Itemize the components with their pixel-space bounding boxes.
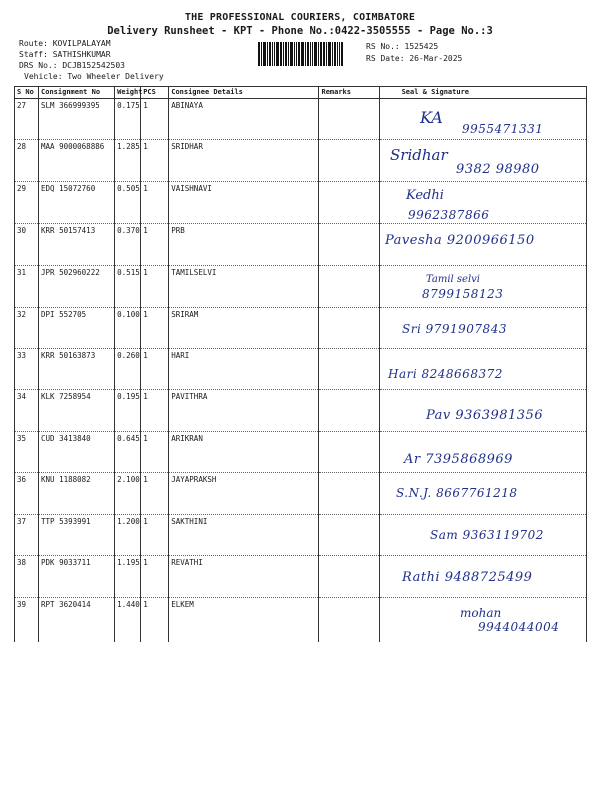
consignment-cell: KRR 50163873: [39, 349, 115, 390]
consignment-cell: TTP 5393991: [39, 515, 115, 556]
pcs-cell: 1: [141, 556, 169, 598]
consignment-cell: DPI 552705: [39, 308, 115, 349]
signature-28-phone: 9382 98980: [456, 162, 540, 177]
consignee-cell: PRB: [169, 224, 319, 266]
sno-cell: 39: [15, 598, 39, 642]
weight-cell: 0.370: [115, 224, 141, 266]
consignee-cell: PAVITHRA: [169, 390, 319, 432]
signature-27-phone: 9955471331: [462, 122, 544, 136]
weight-cell: 0.515: [115, 266, 141, 308]
consignee-cell: SRIDHAR: [169, 140, 319, 182]
consignee-cell: VAISHNAVI: [169, 182, 319, 224]
consignee-cell: HARI: [169, 349, 319, 390]
remarks-cell: [319, 432, 379, 473]
vehicle-label: Vehicle: Two Wheeler Delivery: [24, 72, 164, 81]
weight-cell: 2.100: [115, 473, 141, 515]
signature-36: S.N.J. 8667761218: [396, 486, 518, 500]
rs-number: RS No.: 1525425: [366, 42, 439, 51]
pcs-cell: 1: [141, 182, 169, 224]
weight-cell: 1.285: [115, 140, 141, 182]
sno-cell: 34: [15, 390, 39, 432]
col-seal-header: Seal & Signature: [379, 87, 586, 99]
sno-cell: 35: [15, 432, 39, 473]
drs-label: DRS No.: DCJB152542503: [19, 61, 125, 70]
barcode: [258, 42, 358, 66]
sno-cell: 32: [15, 308, 39, 349]
consignment-cell: PDK 9033711: [39, 556, 115, 598]
route-label: Route: KOVILPALAYAM: [19, 39, 111, 48]
remarks-cell: [319, 140, 379, 182]
remarks-cell: [319, 390, 379, 432]
signature-33: Hari 8248668372: [388, 367, 503, 381]
sno-cell: 36: [15, 473, 39, 515]
consignment-cell: SLM 366999395: [39, 99, 115, 140]
pcs-cell: 1: [141, 224, 169, 266]
col-consignee-header: Consignee Details: [169, 87, 319, 99]
signature-32: Sri 9791907843: [402, 322, 507, 336]
weight-cell: 1.195: [115, 556, 141, 598]
remarks-cell: [319, 99, 379, 140]
sno-cell: 38: [15, 556, 39, 598]
pcs-cell: 1: [141, 349, 169, 390]
pcs-cell: 1: [141, 432, 169, 473]
rs-date: RS Date: 26-Mar-2025: [366, 54, 463, 63]
col-remarks-header: Remarks: [319, 87, 379, 99]
remarks-cell: [319, 473, 379, 515]
remarks-cell: [319, 515, 379, 556]
weight-cell: 0.100: [115, 308, 141, 349]
pcs-cell: 1: [141, 598, 169, 642]
consignee-cell: SRIRAM: [169, 308, 319, 349]
weight-cell: 0.195: [115, 390, 141, 432]
company-title: THE PROFESSIONAL COURIERS, COIMBATORE: [184, 12, 416, 23]
remarks-cell: [319, 308, 379, 349]
pcs-cell: 1: [141, 515, 169, 556]
consignee-cell: ELKEM: [169, 598, 319, 642]
pcs-cell: 1: [141, 99, 169, 140]
consignee-cell: ABINAYA: [169, 99, 319, 140]
sno-cell: 29: [15, 182, 39, 224]
consignment-cell: MAA 9000068886: [39, 140, 115, 182]
consignee-cell: SAKTHINI: [169, 515, 319, 556]
table-header-row: [15, 87, 587, 99]
consignment-cell: RPT 3620414: [39, 598, 115, 642]
col-pcs-header: PCS: [141, 87, 169, 99]
pcs-cell: 1: [141, 390, 169, 432]
table-row: [15, 182, 587, 224]
weight-cell: 0.260: [115, 349, 141, 390]
remarks-cell: [319, 266, 379, 308]
consignment-cell: EDQ 15072760: [39, 182, 115, 224]
pcs-cell: 1: [141, 266, 169, 308]
col-consignment-header: Consignment No: [39, 87, 115, 99]
signature-30: Pavesha 9200966150: [385, 233, 535, 248]
signature-35: Ar 7395868969: [404, 452, 513, 467]
consignment-cell: KRR 50157413: [39, 224, 115, 266]
remarks-cell: [319, 224, 379, 266]
signature-37: Sam 9363119702: [430, 528, 544, 542]
consignee-cell: TAMILSELVI: [169, 266, 319, 308]
weight-cell: 1.200: [115, 515, 141, 556]
signature-28-name: Sridhar: [390, 146, 448, 164]
pcs-cell: 1: [141, 473, 169, 515]
sno-cell: 30: [15, 224, 39, 266]
staff-label: Staff: SATHISHKUMAR: [19, 50, 111, 59]
remarks-cell: [319, 556, 379, 598]
signature-29-phone: 9962387866: [408, 208, 490, 222]
weight-cell: 0.645: [115, 432, 141, 473]
signature-39-name: mohan: [460, 606, 502, 620]
sno-cell: 31: [15, 266, 39, 308]
consignment-cell: CUD 3413840: [39, 432, 115, 473]
signature-34: Pav 9363981356: [426, 408, 544, 423]
signature-31-name: Tamil selvi: [426, 274, 481, 285]
col-weight-header: Weight: [115, 87, 141, 99]
weight-cell: 0.505: [115, 182, 141, 224]
consignment-cell: KNU 1188082: [39, 473, 115, 515]
remarks-cell: [319, 349, 379, 390]
weight-cell: 1.440: [115, 598, 141, 642]
sno-cell: 28: [15, 140, 39, 182]
consignee-cell: ARIKRAN: [169, 432, 319, 473]
consignee-cell: REVATHI: [169, 556, 319, 598]
remarks-cell: [319, 182, 379, 224]
sno-cell: 33: [15, 349, 39, 390]
runsheet-title: Delivery Runsheet - KPT - Phone No.:0422-3505555 - Page No.:3: [107, 25, 493, 37]
consignment-cell: KLK 7258954: [39, 390, 115, 432]
signature-38: Rathi 9488725499: [402, 570, 533, 585]
signature-31-phone: 8799158123: [422, 287, 504, 301]
sno-cell: 27: [15, 99, 39, 140]
pcs-cell: 1: [141, 140, 169, 182]
signature-27-name: KA: [420, 108, 443, 127]
weight-cell: 0.175: [115, 99, 141, 140]
signature-39-phone: 9944044004: [478, 620, 560, 634]
sno-cell: 37: [15, 515, 39, 556]
col-sno-header: S No: [15, 87, 39, 99]
remarks-cell: [319, 598, 379, 642]
signature-29-name: Kedhi: [406, 188, 444, 203]
pcs-cell: 1: [141, 308, 169, 349]
consignee-cell: JAYAPRAKSH: [169, 473, 319, 515]
consignment-cell: JPR 502960222: [39, 266, 115, 308]
